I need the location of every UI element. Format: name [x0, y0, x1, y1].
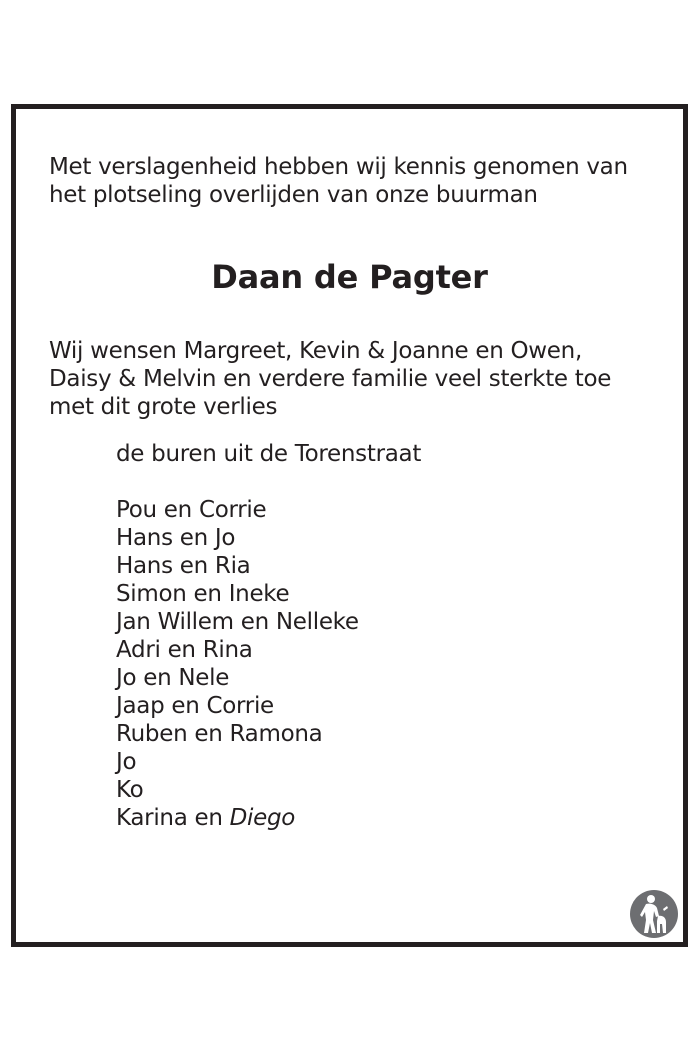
neighbour-entry: Pou en Corrie	[116, 497, 267, 523]
intro-line: het plotseling overlijden van onze buurman	[49, 182, 538, 208]
neighbour-entry: Hans en Jo	[116, 525, 236, 551]
neighbour-entry: Hans en Ria	[116, 553, 251, 579]
deceased-name: Daan de Pagter	[211, 258, 488, 296]
neighbour-entry: Ko	[116, 777, 144, 803]
neighbour-entry: Jo	[116, 749, 137, 775]
intro-line: Met verslagenheid hebben wij kennis genomen van	[49, 154, 628, 180]
neighbour-entry: Jo en Nele	[116, 665, 230, 691]
neighbour-entry: Ruben en Ramona	[116, 721, 323, 747]
signoff-text: de buren uit de Torenstraat	[116, 441, 422, 467]
neighbour-prefix: Karina en	[116, 805, 230, 831]
condolence-line: met dit grote verlies	[49, 394, 278, 420]
neighbour-entry-last	[116, 804, 359, 832]
memorial-figure-logo-icon	[629, 889, 679, 939]
death-notice-card	[11, 104, 688, 947]
neighbour-entry: Jan Willem en Nelleke	[116, 609, 359, 635]
neighbour-italic-name: Diego	[229, 805, 296, 831]
neighbour-entry: Adri en Rina	[116, 637, 253, 663]
neighbour-list	[116, 496, 359, 832]
intro-text	[49, 153, 628, 209]
neighbour-entry: Jaap en Corrie	[116, 693, 274, 719]
condolence-text	[49, 337, 611, 421]
neighbour-entry: Simon en Ineke	[116, 581, 290, 607]
condolence-line: Daisy & Melvin en verdere familie veel sterkte toe	[49, 366, 612, 392]
condolence-line: Wij wensen Margreet, Kevin & Joanne en Owen,	[49, 338, 582, 364]
